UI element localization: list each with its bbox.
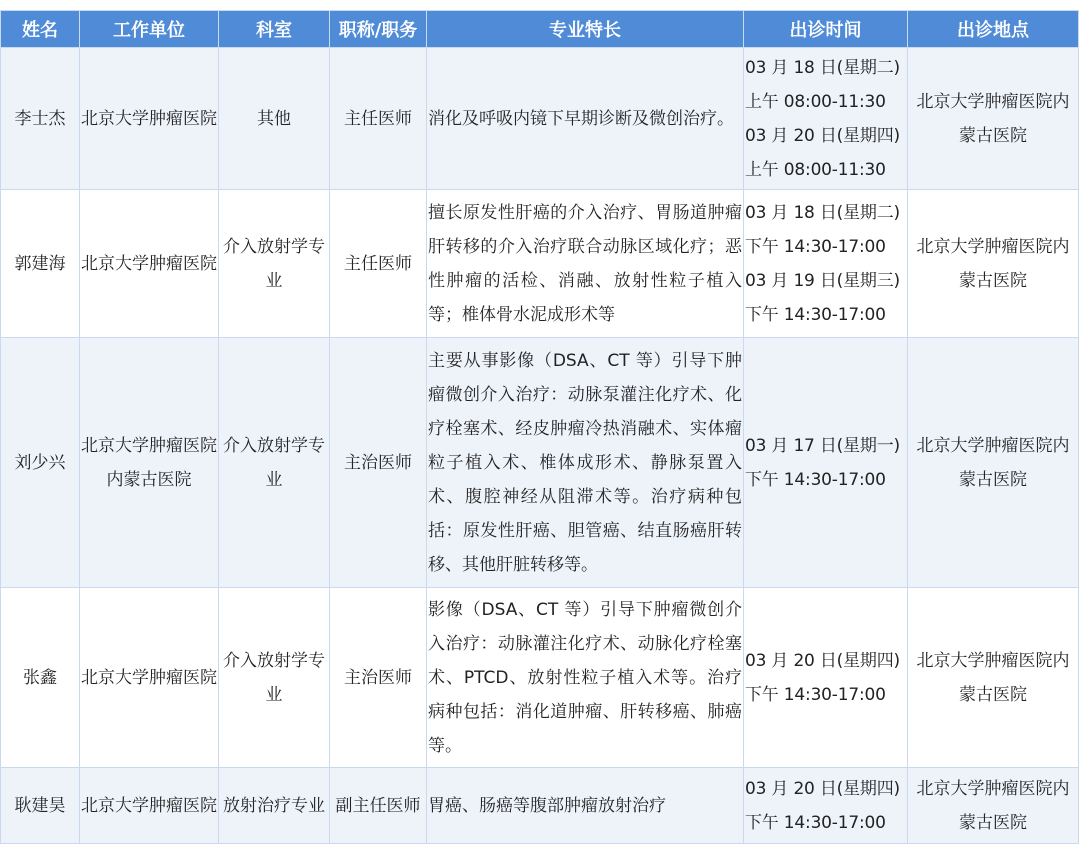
table-row: [1, 190, 1079, 338]
header-unit: 工作单位: [80, 11, 219, 48]
clinic-time: [744, 588, 908, 768]
time-line: 上午 08:00-11:30: [745, 159, 886, 180]
time-line: 下午 14:30-17:00: [745, 469, 886, 490]
doctor-name: 耿建昊: [1, 768, 80, 844]
clinic-location: 北京大学肿瘤医院内蒙古医院: [908, 338, 1079, 588]
job-title: 副主任医师: [330, 768, 427, 844]
work-unit: 北京大学肿瘤医院: [80, 190, 219, 338]
header-specialty: 专业特长: [427, 11, 744, 48]
department: 介入放射学专业: [219, 338, 330, 588]
clinic-time: [744, 768, 908, 844]
job-title: 主任医师: [330, 190, 427, 338]
table-row: [1, 768, 1079, 844]
clinic-time: [744, 48, 908, 190]
job-title: 主任医师: [330, 48, 427, 190]
department: 其他: [219, 48, 330, 190]
time-line: 下午 14:30-17:00: [745, 304, 886, 325]
doctor-name: 李士杰: [1, 48, 80, 190]
job-title: 主治医师: [330, 588, 427, 768]
clinic-location: 北京大学肿瘤医院内蒙古医院: [908, 768, 1079, 844]
work-unit: 北京大学肿瘤医院: [80, 588, 219, 768]
time-line: 上午 08:00-11:30: [745, 91, 886, 112]
clinic-location: 北京大学肿瘤医院内蒙古医院: [908, 190, 1079, 338]
clinic-time: [744, 190, 908, 338]
time-line: 下午 14:30-17:00: [745, 812, 886, 833]
time-line: 03 月 20 日(星期四): [745, 650, 900, 671]
time-line: 03 月 17 日(星期一): [745, 435, 900, 456]
doctor-name: 张鑫: [1, 588, 80, 768]
clinic-time: [744, 338, 908, 588]
time-line: 03 月 18 日(星期二): [745, 202, 900, 223]
doctor-name: 刘少兴: [1, 338, 80, 588]
specialty: 胃癌、肠癌等腹部肿瘤放射治疗: [427, 768, 744, 844]
specialty: 主要从事影像（DSA、CT 等）引导下肿瘤微创介入治疗：动脉泵灌注化疗术、化疗栓塞术、经皮肿瘤冷热消融术、实体瘤粒子植入术、椎体成形术、静脉泵置入术、腹腔神经从阻滞术等。治疗病种包括：原发性肝癌、胆管癌、结直肠癌肝转移、其他肝脏转移等。: [427, 338, 744, 588]
header-name: 姓名: [1, 11, 80, 48]
time-line: 03 月 18 日(星期二): [745, 57, 900, 78]
header-time: 出诊时间: [744, 11, 908, 48]
header-row: [1, 11, 1079, 48]
time-line: 下午 14:30-17:00: [745, 684, 886, 705]
work-unit: 北京大学肿瘤医院内蒙古医院: [80, 338, 219, 588]
time-line: 03 月 19 日(星期三): [745, 270, 900, 291]
header-dept: 科室: [219, 11, 330, 48]
job-title: 主治医师: [330, 338, 427, 588]
specialty: 影像（DSA、CT 等）引导下肿瘤微创介入治疗：动脉灌注化疗术、动脉化疗栓塞术、PTCD、放射性粒子植入术等。治疗病种包括：消化道肿瘤、肝转移癌、肺癌等。: [427, 588, 744, 768]
table-row: [1, 338, 1079, 588]
time-line: 下午 14:30-17:00: [745, 236, 886, 257]
department: 介入放射学专业: [219, 190, 330, 338]
doctor-name: 郭建海: [1, 190, 80, 338]
work-unit: 北京大学肿瘤医院: [80, 768, 219, 844]
clinic-location: 北京大学肿瘤医院内蒙古医院: [908, 588, 1079, 768]
time-line: 03 月 20 日(星期四): [745, 125, 900, 146]
department: 介入放射学专业: [219, 588, 330, 768]
table-row: [1, 588, 1079, 768]
department: 放射治疗专业: [219, 768, 330, 844]
table-row: [1, 48, 1079, 190]
header-location: 出诊地点: [908, 11, 1079, 48]
clinic-location: 北京大学肿瘤医院内蒙古医院: [908, 48, 1079, 190]
clinic-schedule-table: [0, 10, 1079, 844]
time-line: 03 月 20 日(星期四): [745, 778, 900, 799]
specialty: 消化及呼吸内镜下早期诊断及微创治疗。: [427, 48, 744, 190]
header-title: 职称/职务: [330, 11, 427, 48]
work-unit: 北京大学肿瘤医院: [80, 48, 219, 190]
specialty: 擅长原发性肝癌的介入治疗、胃肠道肿瘤肝转移的介入治疗联合动脉区域化疗；恶性肿瘤的活检、消融、放射性粒子植入等；椎体骨水泥成形术等: [427, 190, 744, 338]
